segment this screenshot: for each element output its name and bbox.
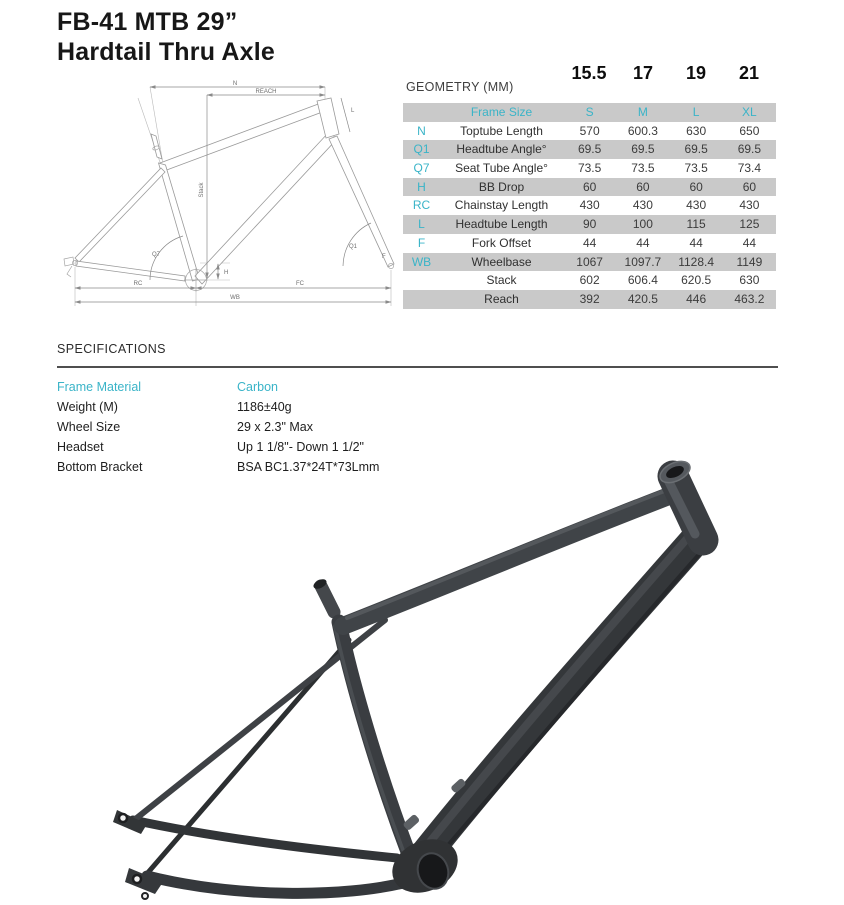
cell-value: 100 xyxy=(632,217,653,232)
cell-value: 570 xyxy=(579,123,600,138)
header-label: Frame Size xyxy=(470,105,533,119)
size-number: 19 xyxy=(685,63,707,83)
dropout-lower-hole xyxy=(133,875,141,883)
page-title-line2: Hardtail Thru Axle xyxy=(57,37,275,66)
cell-value: 69.5 xyxy=(577,142,602,157)
dim-label-reach: REACH xyxy=(255,89,277,95)
size-number: 21 xyxy=(738,63,760,83)
cell-value: 60 xyxy=(636,179,650,194)
cell-value: 73.4 xyxy=(737,161,762,176)
header-size-xl: XL xyxy=(742,105,757,119)
seatpost xyxy=(321,586,334,612)
spec-label: Bottom Bracket xyxy=(57,460,143,474)
spec-label: Wheel Size xyxy=(57,420,121,434)
cell-value: 1097.7 xyxy=(624,254,662,269)
spec-row xyxy=(57,397,778,417)
row-code: Q7 xyxy=(413,161,430,176)
cell-value: 606.4 xyxy=(627,273,658,288)
cell-value: 69.5 xyxy=(684,142,708,157)
table-row xyxy=(403,178,776,197)
row-code: WB xyxy=(411,254,432,269)
cell-value: 420.5 xyxy=(627,291,658,306)
spec-label: Frame Material xyxy=(57,380,142,394)
cell-value: 73.5 xyxy=(577,161,602,176)
cell-value: 60 xyxy=(742,179,757,194)
cell-value: 392 xyxy=(579,291,600,306)
size-number: 17 xyxy=(632,63,654,83)
table-row xyxy=(403,122,776,141)
cell-value: 125 xyxy=(739,217,760,232)
cell-value: 430 xyxy=(632,198,653,213)
specifications-heading: SPECIFICATIONS xyxy=(57,342,166,356)
cell-value: 60 xyxy=(582,179,597,194)
table-row xyxy=(403,234,776,253)
spec-value: 29 x 2.3" Max xyxy=(237,420,314,434)
row-label: Headtube Angle° xyxy=(456,142,547,157)
cell-value: 630 xyxy=(739,273,760,288)
table-row xyxy=(403,196,776,215)
cell-value: 69.5 xyxy=(631,142,655,157)
spec-value: 1186±40g xyxy=(237,400,292,414)
dim-label-stack: Stack xyxy=(199,182,205,198)
row-code: RC xyxy=(412,198,431,213)
cell-value: 60 xyxy=(689,179,703,194)
cell-value: 73.5 xyxy=(631,161,655,176)
table-row xyxy=(403,215,776,234)
cell-value: 650 xyxy=(739,123,760,138)
spec-label: Weight (M) xyxy=(57,400,118,414)
cell-value: 1067 xyxy=(576,254,603,269)
row-label: Toptube Length xyxy=(460,123,543,138)
cell-value: 600.3 xyxy=(627,123,658,138)
cell-value: 1149 xyxy=(736,254,763,269)
cell-value: 90 xyxy=(582,217,597,232)
spec-label: Headset xyxy=(57,440,104,454)
chainstay-upper xyxy=(133,820,397,858)
cell-value: 602 xyxy=(579,273,600,288)
dim-label-wheelbase: WB xyxy=(230,295,240,301)
row-label: Seat Tube Angle° xyxy=(455,161,548,176)
cell-value: 44 xyxy=(582,235,597,250)
row-code: H xyxy=(417,179,426,194)
spec-value: Carbon xyxy=(237,380,278,394)
row-code: F xyxy=(417,235,426,250)
header-size-s: S xyxy=(585,105,594,119)
row-code: L xyxy=(418,217,425,232)
row-label: Wheelbase xyxy=(471,254,532,269)
hanger-hole xyxy=(142,893,148,899)
table-row xyxy=(403,290,776,309)
dim-label-toptube: N xyxy=(232,81,238,87)
spec-value: BSA BC1.37*24T*73Lmm xyxy=(237,460,380,474)
dim-label-front-center: FC xyxy=(296,281,304,287)
size-number: 15.5 xyxy=(571,63,607,83)
table-row xyxy=(403,253,776,272)
row-label: BB Drop xyxy=(478,179,525,194)
dim-label-head-angle: Q1 xyxy=(348,244,358,250)
cell-value: 115 xyxy=(686,217,706,232)
row-label: Reach xyxy=(484,291,519,306)
spec-value: Up 1 1/8"- Down 1 1/2" xyxy=(237,440,364,454)
header-code xyxy=(403,103,440,122)
geometry-table xyxy=(403,103,776,309)
down-tube-crease xyxy=(437,550,703,858)
table-header-row xyxy=(403,103,776,122)
cell-value: 463.2 xyxy=(734,291,765,306)
table-row xyxy=(403,271,776,290)
header-size-m: M xyxy=(637,105,648,119)
dim-label-chainstay: RC xyxy=(133,281,143,287)
cell-value: 620.5 xyxy=(681,273,712,288)
table-row xyxy=(403,159,776,178)
row-code xyxy=(403,290,440,309)
cell-value: 44 xyxy=(689,235,703,250)
header-size-l: L xyxy=(692,105,700,119)
row-code: N xyxy=(417,123,426,138)
cell-value: 73.5 xyxy=(684,161,708,176)
row-label: Headtube Length xyxy=(455,217,548,232)
cell-value: 630 xyxy=(686,123,707,138)
dim-label-bb-drop: H xyxy=(224,270,229,276)
row-label: Stack xyxy=(486,273,517,288)
dim-label-seat-angle: Q7 xyxy=(151,252,161,258)
geometry-diagram xyxy=(50,78,405,324)
cell-value: 44 xyxy=(636,235,650,250)
cell-value: 446 xyxy=(686,291,707,306)
dimension-extension-lines xyxy=(75,87,391,306)
dropout-upper-hole xyxy=(119,814,127,822)
divider xyxy=(57,366,778,368)
dim-label-headtube: L xyxy=(351,108,355,114)
cell-value: 430 xyxy=(579,198,600,213)
frame-render-photo xyxy=(55,430,820,905)
cell-value: 430 xyxy=(739,198,760,213)
cell-value: 1128.4 xyxy=(678,254,715,269)
dim-label-fork-offset: F xyxy=(382,254,386,260)
geometry-heading: GEOMETRY (MM) xyxy=(406,80,514,94)
row-label: Fork Offset xyxy=(471,235,532,250)
cell-value: 69.5 xyxy=(737,142,762,157)
row-label: Chainstay Length xyxy=(454,198,549,213)
row-code xyxy=(403,271,440,290)
spec-row xyxy=(57,377,778,397)
cell-value: 44 xyxy=(742,235,757,250)
page-title-line1: FB-41 MTB 29” xyxy=(57,8,238,36)
cell-value: 430 xyxy=(686,198,707,213)
top-tube-highlight xyxy=(347,490,667,618)
table-row xyxy=(403,140,776,159)
seat-tube xyxy=(339,622,411,860)
chainstay-lower xyxy=(147,876,407,893)
page-title xyxy=(57,8,275,67)
row-code: Q1 xyxy=(413,142,430,157)
